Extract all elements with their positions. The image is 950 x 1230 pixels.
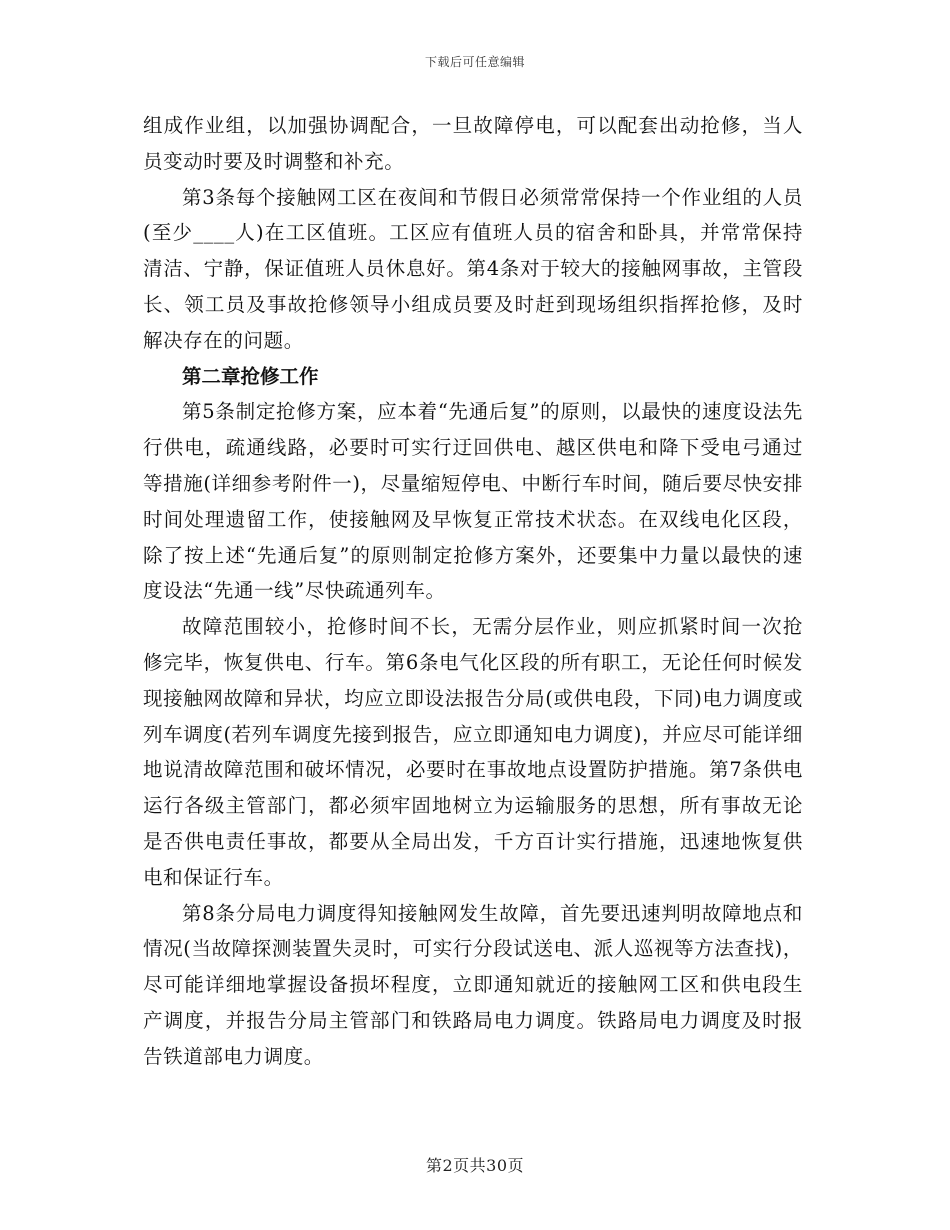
paragraph-article-5: 第5条制定抢修方案，应本着“先通后复”的原则，以最快的速度设法先行供电，疏通线路，必要时可实行迂回供电、越区供电和降下受电弓通过等措施(详细参考附件一)，尽量缩短停电、中断行车时间，随后要尽快安排时间处理遗留工作，使接触网及早恢复正常技术状态。在双线电化区段，除了按上述“先通后复”的原则制定抢修方案外，还要集中力量以最快的速度设法“先通一线”尽快疏通列车。 bbox=[143, 400, 803, 603]
paragraph-continuation: 组成作业组，以加强协调配合，一旦故障停电，可以配套出动抢修，当人员变动时要及时调整和补充。 bbox=[143, 114, 803, 173]
chapter-heading: 第二章抢修工作 bbox=[182, 364, 319, 388]
page-number: 第2页共30页 bbox=[425, 1156, 525, 1175]
document-body bbox=[143, 108, 803, 1075]
paragraph-article-3-4: 第3条每个接触网工区在夜间和节假日必须常常保持一个作业组的人员(至少____人)在工区值班。工区应有值班人员的宿舍和卧具，并常常保持清洁、宁静，保证值班人员休息好。第4条对于较大的接触网事故，主管段长、领工员及事故抢修领导小组成员要及时赶到现场组织指挥抢修，及时解决存在的问题。 bbox=[143, 185, 803, 352]
paragraph-article-8: 第8条分局电力调度得知接触网发生故障，首先要迅速判明故障地点和情况(当故障探测装置失灵时，可实行分段试送电、派人巡视等方法查找)，尽可能详细地掌握设备损坏程度，立即通知就近的接触网工区和供电段生产调度，并报告分局主管部门和铁路局电力调度。铁路局电力调度及时报告铁道部电力调度。 bbox=[143, 901, 803, 1068]
paragraph-article-6-7: 故障范围较小，抢修时间不长，无需分层作业，则应抓紧时间一次抢修完毕，恢复供电、行车。第6条电气化区段的所有职工，无论任何时候发现接触网故障和异状，均应立即设法报告分局(或供电段，下同)电力调度或列车调度(若列车调度先接到报告，应立即通知电力调度)，并应尽可能详细地说清故障范围和破坏情况，必要时在事故地点设置防护措施。第7条供电运行各级主管部门，都必须牢固地树立为运输服务的思想，所有事故无论是否供电责任事故，都要从全局出发，千方百计实行措施，迅速地恢复供电和保证行车。 bbox=[143, 615, 803, 889]
page-header: 下载后可任意编辑 bbox=[424, 55, 525, 69]
